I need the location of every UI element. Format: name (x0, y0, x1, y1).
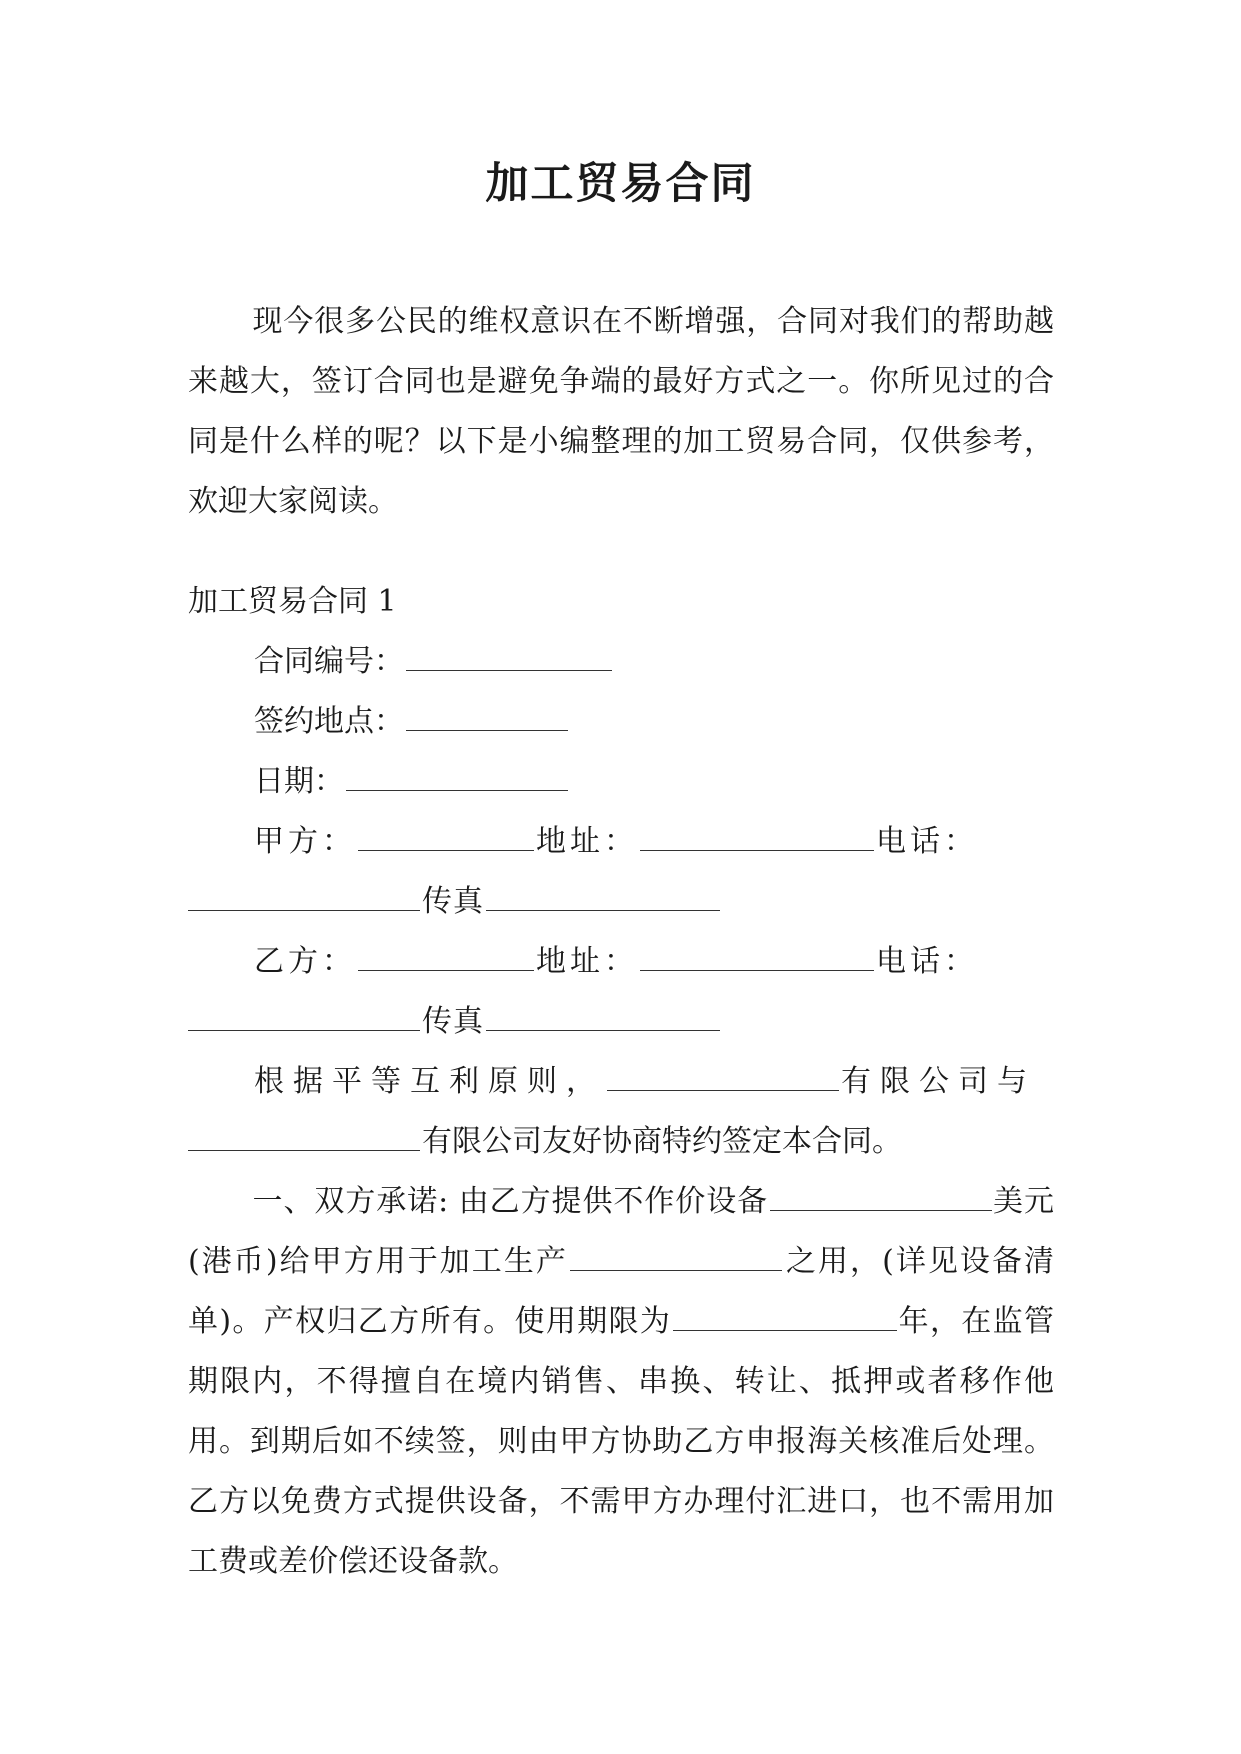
document-title: 加工贸易合同 (485, 159, 756, 209)
company-a-blank (607, 1060, 839, 1091)
clause-1-text-4: 年，在监管期限内，不得擅自在境内销售、串换、转让、抵押或者移作他用。到期后如不续签，则由甲方协助乙方申报海关核准后处理。乙方以免费方式提供设备，不需甲方办理付汇进口，也不需用加工费或差价偿还设备款。 (188, 1304, 1054, 1579)
party-a-fax-blank (486, 880, 720, 911)
basis-line-1 (188, 1052, 1054, 1112)
clause-1-text-2: 美元(港币)给甲方用于加工生产 (188, 1184, 1054, 1279)
party-b-address-blank (640, 940, 874, 971)
date-line (188, 752, 1054, 812)
signing-location-line (188, 692, 1054, 752)
contract-number-label: 合同编号： (254, 644, 404, 679)
party-b-phone-blank (188, 1000, 420, 1031)
signing-location-blank (406, 700, 568, 731)
intro-paragraph: 现今很多公民的维权意识在不断增强，合同对我们的帮助越来越大，签订合同也是避免争端的最好方式之一。你所见过的合同是什么样的呢？以下是小编整理的加工贸易合同，仅供参考，欢迎大家阅读。 (188, 304, 1054, 519)
party-b-fax-label: 传真 (422, 1004, 484, 1039)
clause-1-paragraph (188, 1172, 1054, 1592)
party-b-name-blank (358, 940, 534, 971)
party-a-label: 甲方： (254, 824, 356, 859)
party-a-name-blank (358, 820, 534, 851)
party-a-phone-label: 电话： (876, 824, 978, 859)
party-b-address-label: 地址： (536, 944, 638, 979)
party-a-fax-label: 传真 (422, 884, 484, 919)
party-a-line-2 (188, 872, 1054, 932)
party-b-line (188, 932, 1054, 992)
party-b-phone-label: 电话： (876, 944, 978, 979)
party-a-line (188, 812, 1054, 872)
contract-number-line (188, 632, 1054, 692)
date-blank (346, 760, 568, 791)
document-body (188, 292, 1054, 1592)
party-b-fax-blank (486, 1000, 720, 1031)
term-years-blank (673, 1300, 897, 1331)
basis-text-2: 有限公司与 (841, 1064, 1036, 1099)
basis-text-3: 有限公司友好协商特约签定本合同。 (422, 1124, 902, 1159)
section-heading: 加工贸易合同 1 (188, 584, 397, 619)
clause-1-text-1: 一、双方承诺: 由乙方提供不作价设备 (252, 1184, 769, 1219)
party-a-phone-blank (188, 880, 420, 911)
party-b-line-2 (188, 992, 1054, 1052)
basis-text-1: 根据平等互利原则， (254, 1064, 605, 1099)
product-blank (570, 1240, 782, 1271)
basis-line-2 (188, 1112, 1054, 1172)
party-a-address-label: 地址： (536, 824, 638, 859)
contract-number-blank (406, 640, 612, 671)
party-b-label: 乙方： (254, 944, 356, 979)
party-a-address-blank (640, 820, 874, 851)
date-label: 日期： (254, 764, 344, 799)
signing-location-label: 签约地点： (254, 704, 404, 739)
company-b-blank (188, 1120, 420, 1151)
equipment-value-blank (770, 1180, 992, 1211)
clause-1-text-3: 之用，(详见设备清单)。产权归乙方所有。使用期限为 (188, 1244, 1054, 1339)
